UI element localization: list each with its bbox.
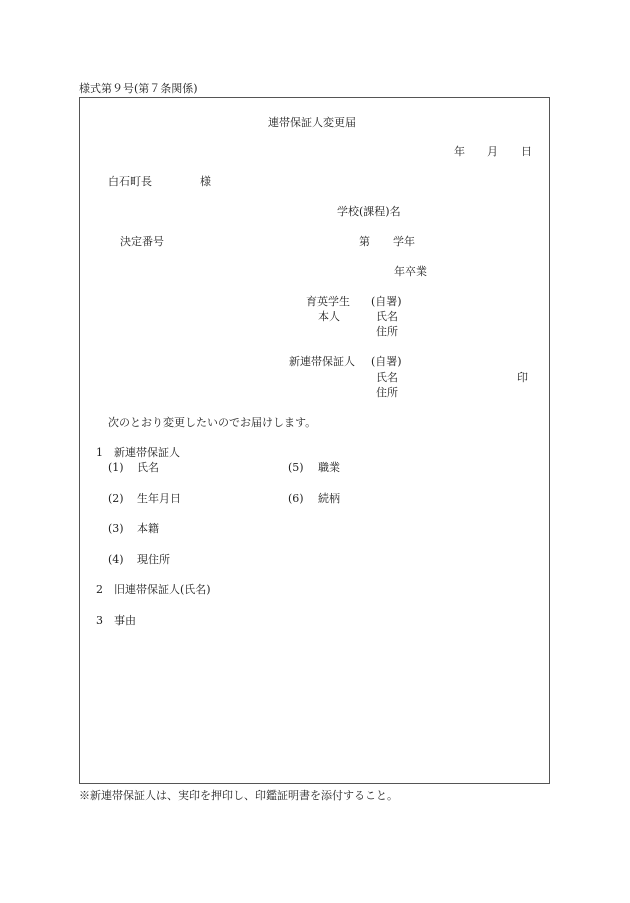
section2-number: 2 (96, 583, 103, 596)
new-guarantor-label: 新連帯保証人 (289, 355, 355, 368)
item-2-number: (2) (108, 492, 124, 505)
student-sublabel: 本人 (318, 310, 340, 323)
decision-number-label: 決定番号 (120, 235, 164, 248)
item-2-label: 生年月日 (137, 492, 181, 505)
form-frame (79, 97, 550, 784)
new-guarantor-signature-note: (自署) (371, 355, 402, 368)
item-6-number: (6) (288, 492, 304, 505)
item-3-label: 本籍 (137, 522, 159, 535)
new-guarantor-name-label: 氏名 (376, 371, 398, 384)
item-3-number: (3) (108, 522, 124, 535)
footnote: ※新連帯保証人は、実印を押印し、印鑑証明書を添付すること。 (79, 789, 398, 802)
statement-text: 次のとおり変更したいのでお届けします。 (108, 416, 317, 429)
graduation-label: 年卒業 (394, 265, 427, 278)
item-1-number: (1) (108, 461, 124, 474)
grade-suffix: 学年 (393, 235, 415, 248)
item-4-number: (4) (108, 553, 124, 566)
addressee-name: 白石町長 (108, 175, 152, 188)
section3-number: 3 (96, 614, 103, 627)
form-title: 連帯保証人変更届 (268, 116, 356, 129)
school-name-label: 学校(課程)名 (337, 205, 401, 218)
section1-number: 1 (96, 446, 103, 459)
section1-title: 新連帯保証人 (114, 446, 180, 459)
item-6-label: 続柄 (318, 492, 340, 505)
section2-title: 旧連帯保証人(氏名) (114, 583, 211, 596)
grade-prefix: 第 (359, 235, 370, 248)
date-day-label: 日 (521, 145, 532, 158)
item-4-label: 現住所 (137, 553, 170, 566)
student-address-label: 住所 (376, 325, 398, 338)
student-name-label: 氏名 (376, 310, 398, 323)
form-number: 様式第９号(第７条関係) (79, 82, 198, 95)
item-5-number: (5) (288, 461, 304, 474)
date-month-label: 月 (487, 145, 498, 158)
item-5-label: 職業 (318, 461, 340, 474)
addressee-honorific: 様 (200, 175, 211, 188)
item-1-label: 氏名 (137, 461, 159, 474)
section3-title: 事由 (114, 614, 136, 627)
student-signature-note: (自署) (371, 295, 402, 308)
new-guarantor-address-label: 住所 (376, 386, 398, 399)
student-label: 育英学生 (306, 295, 350, 308)
date-year-label: 年 (454, 145, 465, 158)
seal-label: 印 (517, 371, 528, 384)
